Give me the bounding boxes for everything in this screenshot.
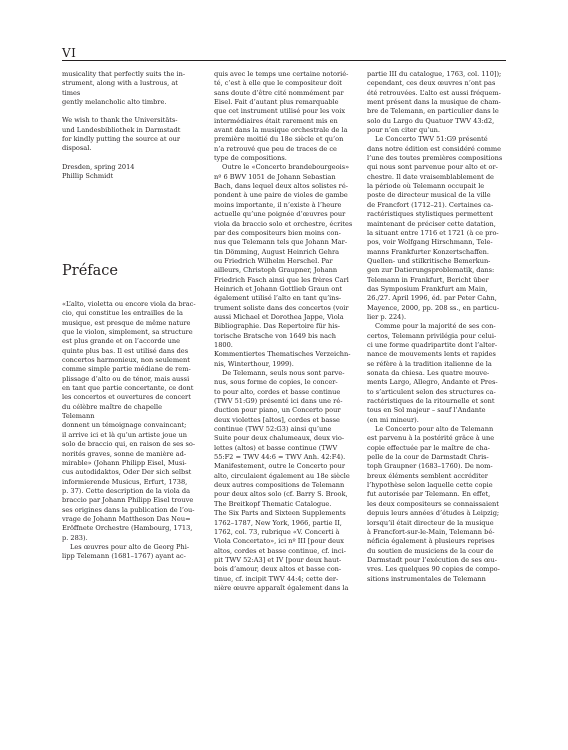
text-line: Bach, dans lequel deux altos solistes ré-	[214, 182, 348, 191]
text-line: que cet instrument utilisé pour les voix	[214, 107, 346, 116]
text-line: ment présent dans la musique de cham-	[367, 98, 501, 107]
column-middle	[214, 70, 354, 593]
text-line: 55:F2 = TWV 44:6 = TWV Anh. 42:F4).	[214, 453, 346, 462]
text-line: pit TWV 52:A3] et IV [pour deux haut-	[214, 555, 342, 564]
text-line: fut autorisée par Telemann. En effet,	[367, 490, 491, 499]
text-line: en tant que partie concertante, ce dont	[62, 384, 194, 393]
text-line: solo du Largo du Quatuor TWV 43:d2,	[367, 116, 495, 125]
text-line: Telemann in Frankfurt, Bericht über	[367, 275, 489, 284]
text-line: lier p. 224).	[367, 312, 407, 321]
text-line: bre de Telemann, en particulier dans le	[367, 107, 499, 116]
text-line: ractéristiques stylistiques permettent	[367, 210, 494, 219]
text-line: lettes (altos) et basse continue (TWV	[214, 443, 338, 452]
text-line: nus, sous forme de copies, le concer-	[214, 378, 338, 387]
text-line: Suite pour deux chalumeaux, deux vio-	[214, 434, 345, 443]
text-line: lipp Telemann (1681–1767) ayant ac-	[62, 552, 186, 561]
text-line: De Telemann, seuls nous sont parve-	[222, 369, 345, 377]
text-line: quinte plus bas. Il est utilisé dans des	[62, 346, 189, 355]
signature-place-date: Dresden, spring 2014	[62, 162, 135, 171]
text-line: continue (TWV 52:G3) ainsi qu’une	[214, 425, 332, 434]
text-line: ou Friedrich Wilhelm Herschel. Par	[214, 256, 333, 265]
text-line: nière œuvre apparaît également dans la	[214, 583, 349, 592]
text-line: informierende Musicus, Erfurt, 1738,	[62, 477, 188, 486]
text-line: ments Largo, Allegro, Andante et Pres-	[367, 378, 498, 387]
text-line: également utilisé l’alto en tant qu’ins-	[214, 294, 342, 303]
text-line: certos, Telemann privilégia pour celui-	[367, 331, 497, 340]
text-line: norités graves, sonne de manière ad-	[62, 449, 187, 458]
text-line: viola da braccio solo et orchestre, écrites	[214, 219, 353, 228]
text-line: que le violon, simplement, sa structure	[62, 328, 193, 337]
text-line: du soutien de musiciens de la cour de	[367, 546, 494, 555]
text-line: plissage d’alto ou de ténor, mais aussi	[62, 374, 190, 383]
text-line: gen zur Datierungsproblematik, dans:	[367, 266, 495, 275]
text-line: première moitié du 18e siècle et qu’on	[214, 135, 344, 144]
text-line: breux éléments semblent accréditer	[367, 471, 488, 480]
text-line: 26./27. April 1996, éd. par Peter Cahn,	[367, 294, 497, 303]
text-line: type de compositions.	[214, 154, 287, 163]
text-line: p. 283).	[62, 533, 88, 542]
column-right	[367, 70, 506, 584]
text-line: partie III du catalogue, 1763, col. 110]);	[367, 70, 502, 78]
text-line: Darmstadt pour l’exécution de ses œu-	[367, 555, 497, 564]
text-line: quis avec le temps une certaine notorié-	[214, 70, 349, 78]
text-line: ci une forme quadripartite dont l’alter-	[367, 340, 498, 349]
text-line: torische Bratsche von 1649 bis nach 1800.	[214, 331, 336, 349]
text-line: The Six Parts and Sixteen Supplements	[214, 509, 346, 518]
text-line: deux autres compositions de Telemann	[214, 481, 345, 490]
text-line: cio, qui constitue les entrailles de la	[62, 309, 183, 318]
header-rule	[62, 60, 506, 61]
text-line: mirable» (Johann Philipp Eisel, Musi-	[62, 458, 187, 467]
text-line: alto, circulaient également au 18e siècle	[214, 471, 350, 480]
text-line: l’une des toutes premières compositions	[367, 154, 503, 163]
section-heading: Préface	[62, 263, 118, 279]
text-line: Bibliographie. Das Repertoire für his-	[214, 322, 340, 331]
text-line: sonata da chiesa. Les quatre mouve-	[367, 369, 490, 377]
text-line: Mayence, 2000, pp. 208 ss., en particu-	[367, 303, 500, 312]
text-line: par des compositeurs bien moins con-	[214, 228, 341, 237]
text-line: sitions instrumentales de Telemann	[367, 574, 486, 583]
text-line: to pour alto, cordes et basse continue	[214, 387, 341, 396]
text-line: tinue, cf. incipit TWV 44:4; cette der-	[214, 574, 339, 583]
page-number: VI	[62, 46, 77, 60]
text-line: We wish to thank the Universitäts-	[62, 116, 178, 125]
text-line: pour deux altos solo (cf. Barry S. Brook,	[214, 490, 348, 499]
text-line: néficia également à plusieurs reprises	[367, 537, 495, 546]
text-line: deux violettes [altos], cordes et basse	[214, 415, 340, 424]
text-line: bois d’amour, deux altos et basse con-	[214, 565, 342, 574]
text-line: ractéristiques de la ritournelle et sont	[367, 397, 495, 406]
text-line: se réfère à la tradition italienne de la	[367, 359, 492, 368]
text-line: la situant entre 1716 et 1721 (à ce pro-	[367, 228, 499, 237]
text-line: strument, along with a lustrous, at times	[62, 79, 178, 97]
text-line: dans notre édition est considéré comme	[367, 144, 501, 153]
text-line: for kindly putting the source at our	[62, 135, 180, 144]
text-line: Kommentiertes Thematisches Verzeichn-	[214, 350, 351, 359]
text-line: duction pour piano, un Concerto pour	[214, 406, 341, 415]
text-line: poste de directeur musical de la ville	[367, 191, 491, 200]
text-line: Viola Concertato», ici nº III [pour deux	[214, 537, 345, 546]
text-line: Heinrich et Johann Gottlieb Graun ont	[214, 284, 343, 293]
text-line: à Francfort-sur-le-Main, Telemann bé-	[367, 527, 495, 536]
text-line: pelle de la cour de Darmstadt Chris-	[367, 453, 489, 462]
text-line: té, c’est à elle que le compositeur doit	[214, 79, 342, 88]
text-line: est parvenu à la postérité grâce à une	[367, 434, 495, 443]
text-line: de Francfort (1712–21). Certaines ca-	[367, 200, 494, 209]
text-line: 1762–1787, New York, 1966, partie II,	[214, 518, 342, 527]
text-line: tous en Sol majeur – sauf l’Andante	[367, 406, 486, 415]
text-line: trument soliste dans des concertos (voir	[214, 303, 349, 312]
text-line: pos, voir Wolfgang Hirschmann, Tele-	[367, 238, 493, 247]
text-line: musique, est presque de même nature	[62, 318, 191, 327]
text-line: das Symposium Frankfurt am Main,	[367, 284, 488, 293]
text-line: Comme pour la majorité de ses con-	[375, 322, 496, 331]
text-line: été retrouvées. L’alto est aussi fréquem-	[367, 88, 501, 97]
text-line: altos, cordes et basse continue, cf. inci-	[214, 546, 346, 555]
text-line: Eröffnete Orchestre (Hambourg, 1713,	[62, 524, 193, 533]
text-line: Eisel. Fait d’autant plus remarquable	[214, 98, 339, 107]
text-line: copie effectuée par le maître de cha-	[367, 443, 490, 452]
text-line: aussi Michael et Dorothea Jappe, Viola	[214, 312, 344, 321]
text-line: ses origines dans la publication de l’ou-	[62, 505, 195, 514]
text-line: 1762, col. 73, rubrique «V. Concerti à	[214, 527, 340, 536]
text-line: concertos harmonieux, non seulement	[62, 356, 190, 365]
text-line: (en mi mineur).	[367, 415, 419, 424]
text-line: gently melancholic alto timbre.	[62, 98, 167, 107]
text-line: Les œuvres pour alto de Georg Phi-	[70, 542, 190, 551]
text-line: cus autodidaktos, Oder Der sich selbst	[62, 468, 192, 477]
text-line: maintenant de préciser cette datation,	[367, 219, 496, 228]
text-line: manns Frankfurter Konzertschaffen.	[367, 247, 490, 256]
text-line: und Landesbibliothek in Darmstadt	[62, 125, 181, 134]
column-left-top	[62, 70, 196, 181]
text-line: sans doute d’être cité nommément par	[214, 88, 344, 97]
text-line: pour n’en citer qu’un.	[367, 126, 441, 135]
text-line: solo de braccio qui, en raison de ses so-	[62, 440, 196, 449]
text-line: Quellen- und stilkritische Bemerkun-	[367, 256, 491, 265]
text-line: «L’alto, violetta ou encore viola da brac-	[62, 300, 196, 308]
text-line: vrage de Johann Mattheson Das Neu=	[62, 514, 191, 523]
text-line: Friedrich Fasch ainsi que les frères Carl	[214, 275, 349, 284]
text-line: actuelle qu’une poignée d’œuvres pour	[214, 210, 346, 219]
text-line: qui nous sont parvenue pour alto et or-	[367, 163, 498, 172]
text-line: to s’articulent selon des structures ca-	[367, 387, 496, 396]
text-line: comme simple partie médiane de rem-	[62, 365, 191, 374]
text-line: tin Dömming, August Heinrich Gehra	[214, 247, 340, 256]
text-line: pondent à une paire de violes de gambe	[214, 191, 348, 200]
text-line: chestre. Il date vraisemblablement de	[367, 172, 494, 181]
text-line: depuis leurs années d’études à Leipzig;	[367, 509, 500, 518]
text-line: p. 37). Cette description de la viola da	[62, 486, 191, 495]
text-line: Le Concerto TWV 51:G9 présenté	[375, 135, 488, 144]
text-line: nus que Telemann tels que Johann Mar-	[214, 238, 348, 247]
text-line: toph Graupner (1683–1760). De nom-	[367, 462, 493, 471]
text-line: musicality that perfectly suits the in-	[62, 70, 186, 78]
text-line: intermédiaires était rarement mis en	[214, 116, 338, 125]
text-line: la période où Telemann occupait le	[367, 182, 485, 191]
text-line: ailleurs, Christoph Graupner, Johann	[214, 266, 338, 275]
text-line: Le Concerto pour alto de Telemann	[375, 425, 494, 434]
text-line: cependant, ces deux œuvres n’ont pas	[367, 79, 496, 88]
text-line: disposal.	[62, 144, 92, 153]
text-line: les concertos et ouvertures de concert	[62, 393, 191, 402]
text-line: du célèbre maître de chapelle Telemann	[62, 402, 162, 421]
text-line: braccio par Johann Philipp Eisel trouve	[62, 496, 194, 505]
text-line: avant dans la musique orchestrale de la	[214, 126, 348, 135]
text-line: il arrive ici et là qu’un artiste joue un	[62, 430, 187, 439]
text-line: (TWV 51:G9) présenté ici dans une ré-	[214, 397, 343, 406]
text-line: l’hypothèse selon laquelle cette copie	[367, 481, 493, 490]
text-line: lorsqu’il était directeur de la musique	[367, 518, 494, 527]
text-line: nis, Winterthour, 1999).	[214, 359, 294, 368]
column-left-bottom	[62, 300, 196, 562]
text-line: Manifestement, outre le Concerto pour	[214, 462, 345, 471]
text-line: est plus grande et on l’accorde une	[62, 337, 181, 346]
text-line: nº 6 BWV 1051 de Johann Sebastian	[214, 172, 336, 181]
text-line: The Breitkopf Thematic Catalogue.	[214, 499, 332, 508]
text-line: nance de mouvements lents et rapides	[367, 350, 496, 359]
text-line: n’a retrouvé que peu de traces de ce	[214, 144, 337, 153]
text-line: donnent un témoignage convaincant;	[62, 421, 187, 430]
text-line: les deux compositeurs se connaissaient	[367, 499, 499, 508]
signature-author: Phillip Schmidt	[62, 172, 114, 181]
text-line: vres. Les quelques 90 copies de compo-	[367, 565, 500, 574]
text-line: moins importante, il n’existe à l’heure	[214, 200, 342, 209]
text-line: Outre le «Concerto brandebourgeois»	[222, 163, 350, 172]
